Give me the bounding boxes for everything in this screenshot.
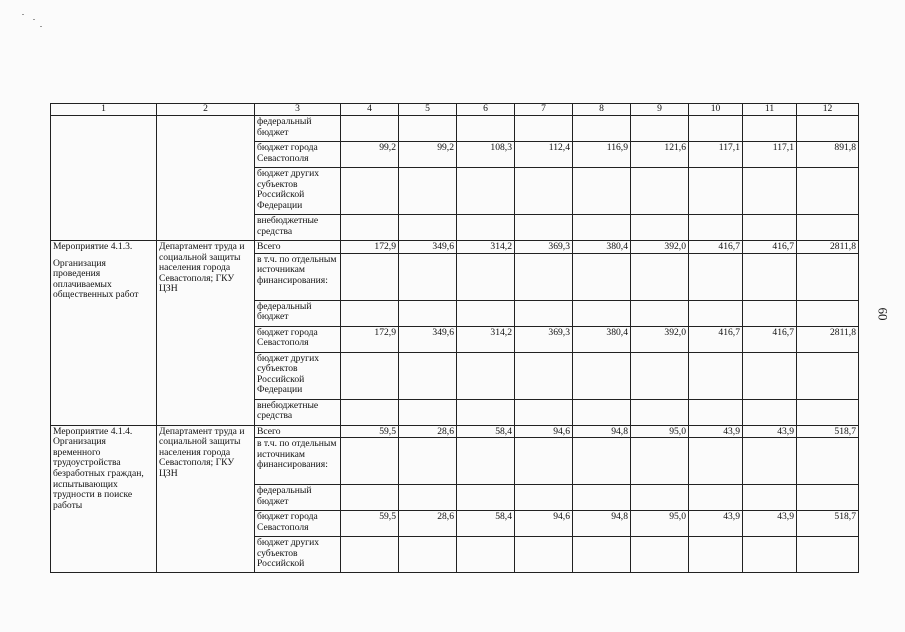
value-cell (399, 352, 457, 399)
value-cell (341, 485, 399, 511)
value-cell (399, 215, 457, 241)
column-header: 9 (631, 104, 689, 116)
value-cell (457, 537, 515, 573)
value-cell (631, 438, 689, 485)
value-cell (573, 253, 631, 300)
value-cell (743, 352, 797, 399)
value-cell (631, 399, 689, 425)
value-cell (457, 215, 515, 241)
measure-cell (51, 425, 157, 573)
scan-speck (33, 19, 35, 20)
value-cell (457, 300, 515, 326)
value-cell (743, 253, 797, 300)
source-label: бюджет города Севастополя (255, 326, 341, 352)
value-cell (631, 352, 689, 399)
value-cell (743, 438, 797, 485)
value-cell (797, 537, 859, 573)
value-cell: 95,0 (631, 511, 689, 537)
value-cell (797, 215, 859, 241)
value-cell (399, 399, 457, 425)
value-cell: 116,9 (573, 142, 631, 168)
value-cell (689, 116, 743, 142)
value-cell (689, 215, 743, 241)
value-cell: 99,2 (341, 142, 399, 168)
value-cell (743, 537, 797, 573)
value-cell (573, 399, 631, 425)
value-cell (797, 253, 859, 300)
source-label: внебюджетные средства (255, 215, 341, 241)
value-cell (689, 352, 743, 399)
value-cell: 369,3 (515, 241, 573, 254)
value-cell (341, 253, 399, 300)
value-cell (341, 300, 399, 326)
table-row (51, 241, 859, 254)
value-cell (689, 438, 743, 485)
value-cell (515, 300, 573, 326)
value-cell (743, 116, 797, 142)
value-cell (743, 485, 797, 511)
value-cell (631, 485, 689, 511)
value-cell: 314,2 (457, 326, 515, 352)
source-label: Всего (255, 425, 341, 438)
value-cell: 518,7 (797, 425, 859, 438)
column-header: 10 (689, 104, 743, 116)
value-cell (573, 300, 631, 326)
measure-title: Мероприятие 4.1.3. (53, 241, 133, 252)
value-cell (515, 399, 573, 425)
value-cell: 349,6 (399, 241, 457, 254)
executor-cell (157, 116, 255, 241)
value-cell: 518,7 (797, 511, 859, 537)
value-cell (743, 300, 797, 326)
column-header: 2 (157, 104, 255, 116)
source-label: федеральный бюджет (255, 485, 341, 511)
measure-title: Мероприятие 4.1.4. (53, 425, 133, 437)
value-cell: 392,0 (631, 326, 689, 352)
value-cell: 43,9 (743, 511, 797, 537)
value-cell: 891,8 (797, 142, 859, 168)
value-cell: 94,8 (573, 511, 631, 537)
column-header: 6 (457, 104, 515, 116)
source-label: федеральный бюджет (255, 300, 341, 326)
value-cell: 43,9 (689, 511, 743, 537)
value-cell (631, 116, 689, 142)
value-cell (399, 537, 457, 573)
value-cell (797, 352, 859, 399)
source-label: внебюджетные средства (255, 399, 341, 425)
column-header: 3 (255, 104, 341, 116)
value-cell (515, 438, 573, 485)
budget-table (50, 103, 859, 573)
value-cell: 95,0 (631, 425, 689, 438)
value-cell (743, 399, 797, 425)
value-cell (689, 485, 743, 511)
value-cell: 369,3 (515, 326, 573, 352)
value-cell (797, 116, 859, 142)
value-cell: 112,4 (515, 142, 573, 168)
column-header: 4 (341, 104, 399, 116)
value-cell: 380,4 (573, 241, 631, 254)
column-header: 7 (515, 104, 573, 116)
value-cell: 94,6 (515, 425, 573, 438)
column-header: 1 (51, 104, 157, 116)
column-header: 8 (573, 104, 631, 116)
value-cell (573, 168, 631, 215)
value-cell (341, 352, 399, 399)
value-cell (743, 168, 797, 215)
scan-speck (40, 26, 42, 27)
value-cell (457, 485, 515, 511)
measure-cell (51, 241, 157, 426)
value-cell: 99,2 (399, 142, 457, 168)
source-label: бюджет других субъектов Российской (255, 537, 341, 573)
value-cell (399, 438, 457, 485)
value-cell (515, 253, 573, 300)
source-label: бюджет города Севастополя (255, 142, 341, 168)
value-cell (515, 537, 573, 573)
value-cell: 94,8 (573, 425, 631, 438)
value-cell: 94,6 (515, 511, 573, 537)
value-cell (341, 537, 399, 573)
value-cell (573, 537, 631, 573)
value-cell (573, 352, 631, 399)
value-cell (797, 485, 859, 511)
value-cell: 28,6 (399, 425, 457, 438)
source-label: бюджет города Севастополя (255, 511, 341, 537)
value-cell: 58,4 (457, 425, 515, 438)
value-cell (631, 215, 689, 241)
value-cell (457, 168, 515, 215)
value-cell: 416,7 (743, 326, 797, 352)
value-cell: 59,5 (341, 425, 399, 438)
value-cell: 58,4 (457, 511, 515, 537)
value-cell: 108,3 (457, 142, 515, 168)
value-cell (399, 300, 457, 326)
source-label: Всего (255, 241, 341, 254)
value-cell (743, 215, 797, 241)
value-cell (631, 537, 689, 573)
source-label: бюджет других субъектов Российской Федерации (255, 352, 341, 399)
value-cell: 43,9 (743, 425, 797, 438)
value-cell: 172,9 (341, 241, 399, 254)
value-cell (515, 116, 573, 142)
value-cell: 416,7 (743, 241, 797, 254)
source-label: в т.ч. по отдельным источникам финансирования: (255, 253, 341, 300)
value-cell (341, 399, 399, 425)
value-cell: 117,1 (689, 142, 743, 168)
value-cell (797, 300, 859, 326)
value-cell (689, 300, 743, 326)
value-cell (341, 168, 399, 215)
value-cell: 2811,8 (797, 241, 859, 254)
value-cell (457, 399, 515, 425)
executor-cell: Департамент труда и социальной защиты населения города Севастополя; ГКУ ЦЗН (157, 425, 255, 573)
value-cell: 2811,8 (797, 326, 859, 352)
source-label: в т.ч. по отдельным источникам финансирования: (255, 438, 341, 485)
value-cell (797, 438, 859, 485)
value-cell (689, 537, 743, 573)
value-cell (573, 116, 631, 142)
value-cell: 59,5 (341, 511, 399, 537)
value-cell (457, 352, 515, 399)
value-cell (689, 168, 743, 215)
measure-cell (51, 116, 157, 241)
value-cell (399, 253, 457, 300)
value-cell (631, 253, 689, 300)
value-cell: 121,6 (631, 142, 689, 168)
value-cell (573, 215, 631, 241)
value-cell (515, 168, 573, 215)
value-cell: 416,7 (689, 241, 743, 254)
value-cell (573, 438, 631, 485)
value-cell (457, 116, 515, 142)
value-cell: 43,9 (689, 425, 743, 438)
measure-name: Организация проведения оплачиваемых общественных работ (53, 257, 139, 301)
value-cell (689, 253, 743, 300)
source-label: федеральный бюджет (255, 116, 341, 142)
value-cell (515, 215, 573, 241)
value-cell (399, 168, 457, 215)
value-cell: 117,1 (743, 142, 797, 168)
value-cell: 28,6 (399, 511, 457, 537)
value-cell (341, 438, 399, 485)
value-cell (515, 352, 573, 399)
source-label: бюджет других субъектов Российской Федерации (255, 168, 341, 215)
value-cell: 349,6 (399, 326, 457, 352)
value-cell: 314,2 (457, 241, 515, 254)
value-cell (573, 485, 631, 511)
header-row (51, 104, 859, 116)
page-number: 60 (875, 307, 891, 321)
scan-speck (22, 14, 24, 15)
value-cell (457, 438, 515, 485)
value-cell: 380,4 (573, 326, 631, 352)
value-cell: 172,9 (341, 326, 399, 352)
column-header: 11 (743, 104, 797, 116)
value-cell: 416,7 (689, 326, 743, 352)
value-cell (515, 485, 573, 511)
value-cell (457, 253, 515, 300)
value-cell (689, 399, 743, 425)
table-row (51, 116, 859, 142)
value-cell (341, 116, 399, 142)
column-header: 12 (797, 104, 859, 116)
value-cell (797, 168, 859, 215)
measure-name: Организация временного трудоустройства безработных граждан, испытывающих трудности в поиске работы (53, 436, 144, 511)
value-cell: 392,0 (631, 241, 689, 254)
value-cell (399, 485, 457, 511)
column-header: 5 (399, 104, 457, 116)
value-cell (797, 399, 859, 425)
table-row (51, 425, 859, 438)
executor-cell: Департамент труда и социальной защиты населения города Севастополя; ГКУ ЦЗН (157, 241, 255, 426)
value-cell (341, 215, 399, 241)
value-cell (399, 116, 457, 142)
value-cell (631, 168, 689, 215)
value-cell (631, 300, 689, 326)
